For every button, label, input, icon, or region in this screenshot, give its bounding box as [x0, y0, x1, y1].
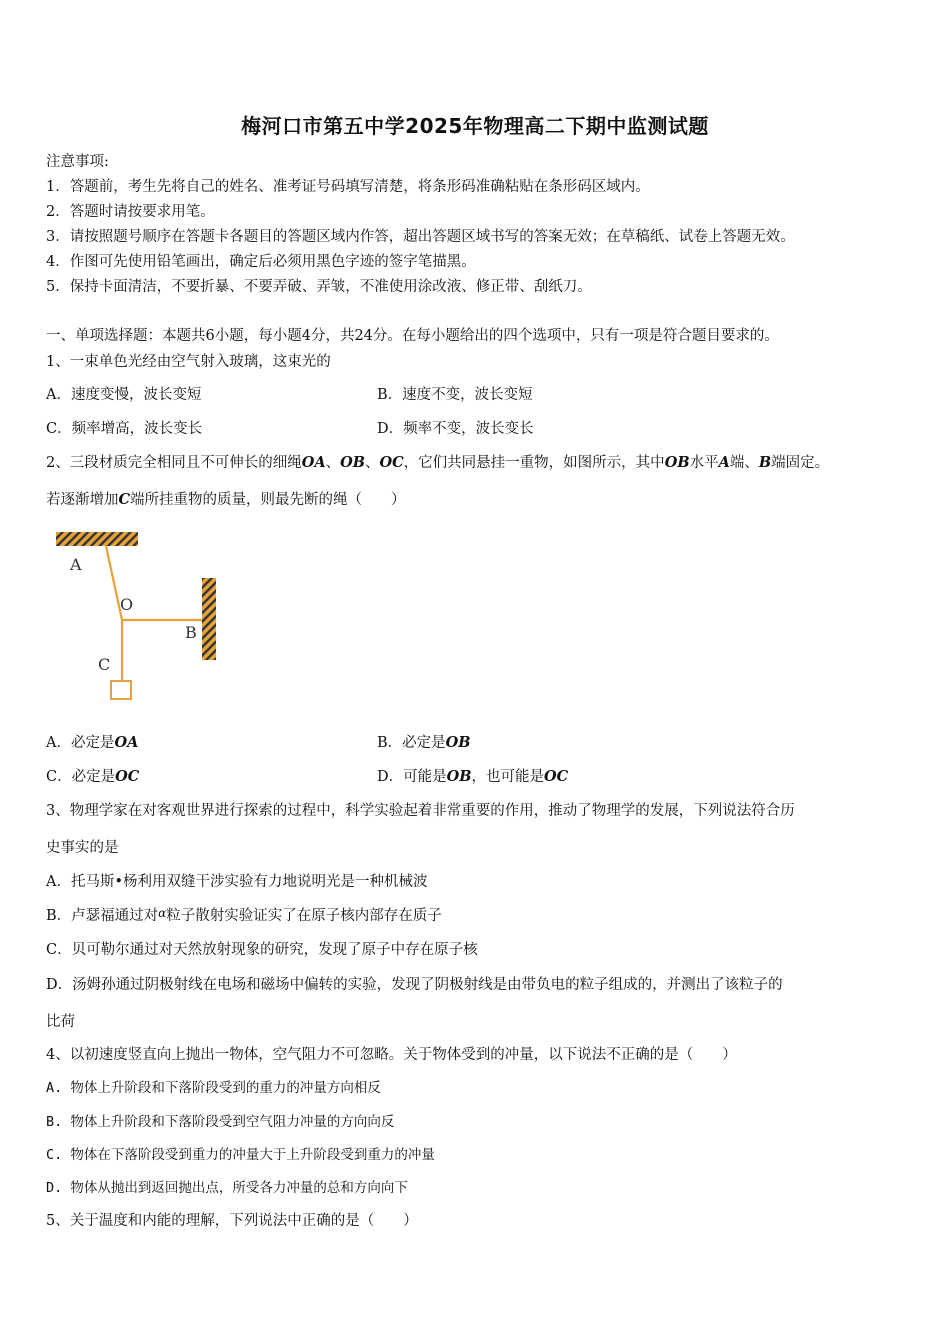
- notice-heading: 注意事项:: [46, 154, 109, 170]
- q3-option-b: B．卢瑟福通过对$^\alpha$粒子散射实验证实了在原子核内部存在质子: [46, 906, 442, 924]
- q1-stem: 1、一束单色光经由空气射入玻璃，这束光的: [46, 354, 331, 370]
- q1-option-c: C．频率增高，波长变长: [46, 421, 203, 437]
- notice-item-4: 4．作图可先使用铅笔画出，确定后必须用黑色字迹的签字笔描黑。: [46, 254, 476, 270]
- label-b: B: [185, 623, 197, 642]
- rope-diagram: [50, 526, 230, 706]
- q5-stem: 5、关于温度和内能的理解，下列说法中正确的是（ ）: [46, 1213, 418, 1229]
- q3-stem: 3、物理学家在对客观世界进行探索的过程中，科学实验起着非常重要的作用，推动了物理学的发展，下列说法符合历: [46, 803, 795, 819]
- notice-item-2: 2．答题时请按要求用笔。: [46, 204, 215, 220]
- hanging-weight: [111, 681, 131, 699]
- ceiling-support: [56, 532, 138, 546]
- q2-option-d: D．可能是OB，也可能是OC: [377, 768, 569, 785]
- label-a: A: [70, 555, 82, 574]
- q4-option-c: C. 物体在下落阶段受到重力的冲量大于上升阶段受到重力的冲量: [46, 1147, 435, 1163]
- label-o: O: [120, 595, 134, 614]
- q1-option-b: B．速度不变，波长变短: [377, 387, 533, 403]
- q1-option-d: D．频率不变，波长变长: [377, 421, 534, 437]
- q3-stem-line2: 史事实的是: [46, 840, 119, 856]
- q3-option-c: C．贝可勒尔通过对天然放射现象的研究，发现了原子中存在原子核: [46, 942, 478, 958]
- section-heading: 一、单项选择题：本题共6小题，每小题4分，共24分。在每小题给出的四个选项中，只有一项是符合题目要求的。: [46, 328, 779, 344]
- q3-option-d: D．汤姆孙通过阴极射线在电场和磁场中偏转的实验，发现了阴极射线是由带负电的粒子组成的，并测出了该粒子的: [46, 977, 783, 993]
- q2-option-a: A．必定是OA: [46, 734, 139, 751]
- q2-stem-line2: 若逐渐增加C端所挂重物的质量，则最先断的绳（ ）: [46, 491, 406, 508]
- page-title: 梅河口市第五中学2025年物理高二下期中监测试题: [241, 114, 709, 138]
- q4-option-d: D. 物体从抛出到返回抛出点，所受各力冲量的总和方向向下: [46, 1180, 408, 1196]
- q1-option-a: A．速度变慢，波长变短: [46, 387, 202, 403]
- wall-support: [202, 578, 216, 660]
- q3-option-a: A．托马斯•杨利用双缝干涉实验有力地说明光是一种机械波: [46, 874, 428, 890]
- q4-stem: 4、以初速度竖直向上抛出一物体，空气阻力不可忽略。关于物体受到的冲量，以下说法不正确的是（ ）: [46, 1047, 737, 1063]
- notice-item-5: 5．保持卡面清洁，不要折暴、不要弄破、弄皱，不准使用涂改液、修正带、刮纸刀。: [46, 279, 592, 295]
- notice-item-3: 3．请按照题号顺序在答题卡各题目的答题区域内作答，超出答题区域书写的答案无效；在草稿纸、试卷上答题无效。: [46, 229, 795, 245]
- label-c: C: [98, 655, 111, 674]
- q2-stem: 2、三段材质完全相同且不可伸长的细绳OA、OB、OC，它们共同悬挂一重物，如图所示，其中OB水平A端、B端固定。: [46, 454, 830, 471]
- q4-option-b: B. 物体上升阶段和下落阶段受到空气阻力冲量的方向向反: [46, 1114, 395, 1130]
- q4-option-a: A. 物体上升阶段和下落阶段受到的重力的冲量方向相反: [46, 1080, 381, 1096]
- notice-item-1: 1．答题前，考生先将自己的姓名、准考证号码填写清楚，将条形码准确粘贴在条形码区域内。: [46, 179, 650, 195]
- q2-option-c: C．必定是OC: [46, 768, 140, 785]
- q3-option-d-line2: 比荷: [46, 1014, 75, 1030]
- q2-option-b: B．必定是OB: [377, 734, 471, 751]
